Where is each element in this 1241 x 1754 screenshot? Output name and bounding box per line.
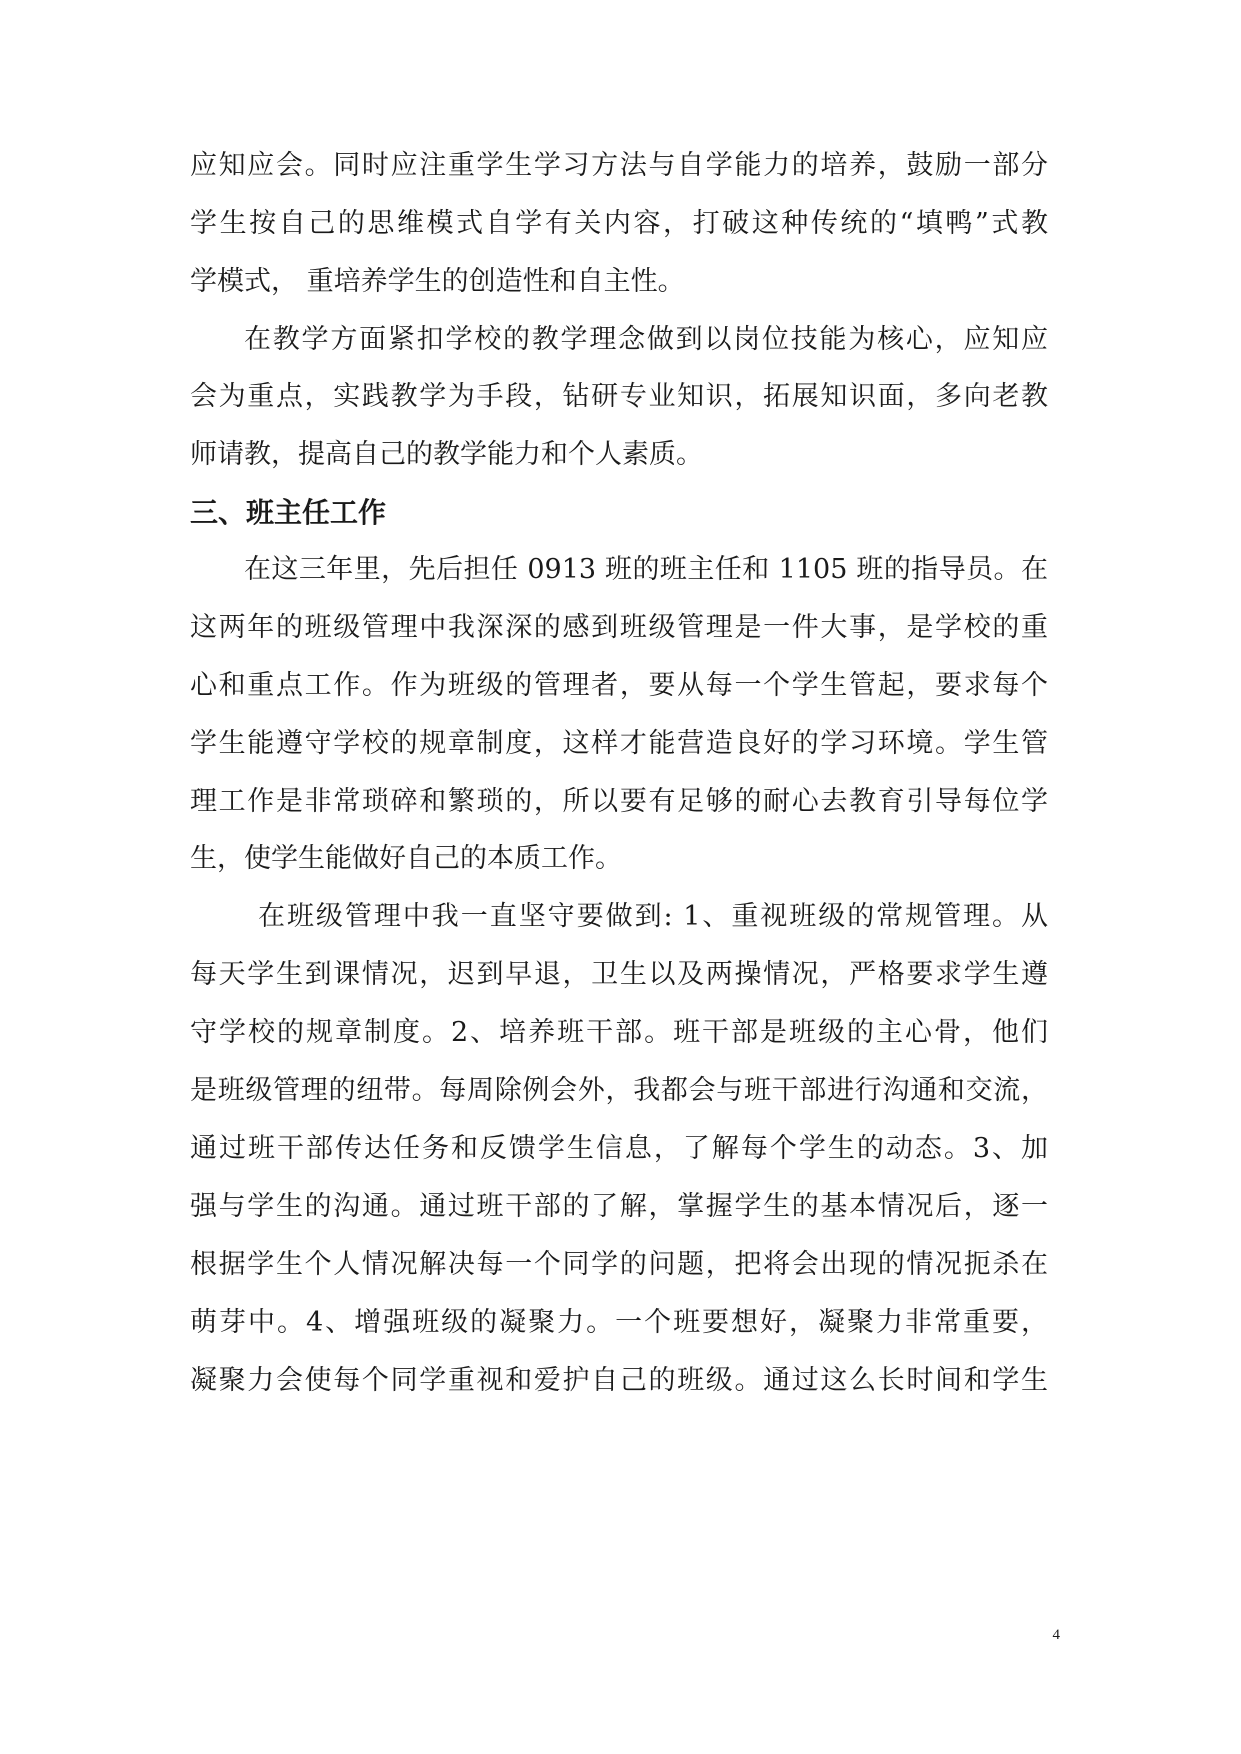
text-line: 学生能遵守学校的规章制度，这样才能营造良好的学习环境。学生管 [190,728,1048,759]
paragraph-first-line: 在班级管理中我一直坚守要做到: 1、重视班级的常规管理。从 [258,901,1048,932]
text-line: 这两年的班级管理中我深深的感到班级管理是一件大事，是学校的重 [190,612,1048,643]
text-line: 理工作是非常琐碎和繁琐的，所以要有足够的耐心去教育引导每位学 [190,786,1048,817]
text-line: 会为重点，实践教学为手段，钻研专业知识，拓展知识面，多向老教 [190,381,1048,412]
text-line: 生，使学生能做好自己的本质工作。 [190,843,622,874]
text-line: 应知应会。同时应注重学生学习方法与自学能力的培养，鼓励一部分 [190,150,1048,181]
text-line: 学生按自己的思维模式自学有关内容，打破这种传统的“填鸭”式教 [190,208,1048,239]
text-line: 每天学生到课情况，迟到早退，卫生以及两操情况，严格要求学生遵 [190,959,1048,990]
text-line: 师请教，提高自己的教学能力和个人素质。 [190,439,703,470]
text-line: 是班级管理的纽带。每周除例会外，我都会与班干部进行沟通和交流， [190,1075,1048,1106]
text-line: 通过班干部传达任务和反馈学生信息，了解每个学生的动态。3、加 [190,1133,1048,1164]
text-line: 凝聚力会使每个同学重视和爱护自己的班级。通过这么长时间和学生 [190,1365,1048,1396]
text-line: 强与学生的沟通。通过班干部的了解，掌握学生的基本情况后，逐一 [190,1191,1048,1222]
text-line: 心和重点工作。作为班级的管理者，要从每一个学生管起，要求每个 [190,670,1048,701]
text-line: 萌芽中。4、增强班级的凝聚力。一个班要想好，凝聚力非常重要， [190,1307,1048,1338]
paragraph-first-line: 在这三年里，先后担任 0913 班的班主任和 1105 班的指导员。在 [244,554,1048,585]
text-line: 守学校的规章制度。2、培养班干部。班干部是班级的主心骨，他们 [190,1017,1048,1048]
text-line: 根据学生个人情况解决每一个同学的问题，把将会出现的情况扼杀在 [190,1249,1048,1280]
section-heading: 三、班主任工作 [190,496,387,529]
paragraph-first-line: 在教学方面紧扣学校的教学理念做到以岗位技能为核心，应知应 [244,324,1048,355]
text-line: 学模式， 重培养学生的创造性和自主性。 [190,266,685,297]
page-number: 4 [1052,1627,1060,1643]
